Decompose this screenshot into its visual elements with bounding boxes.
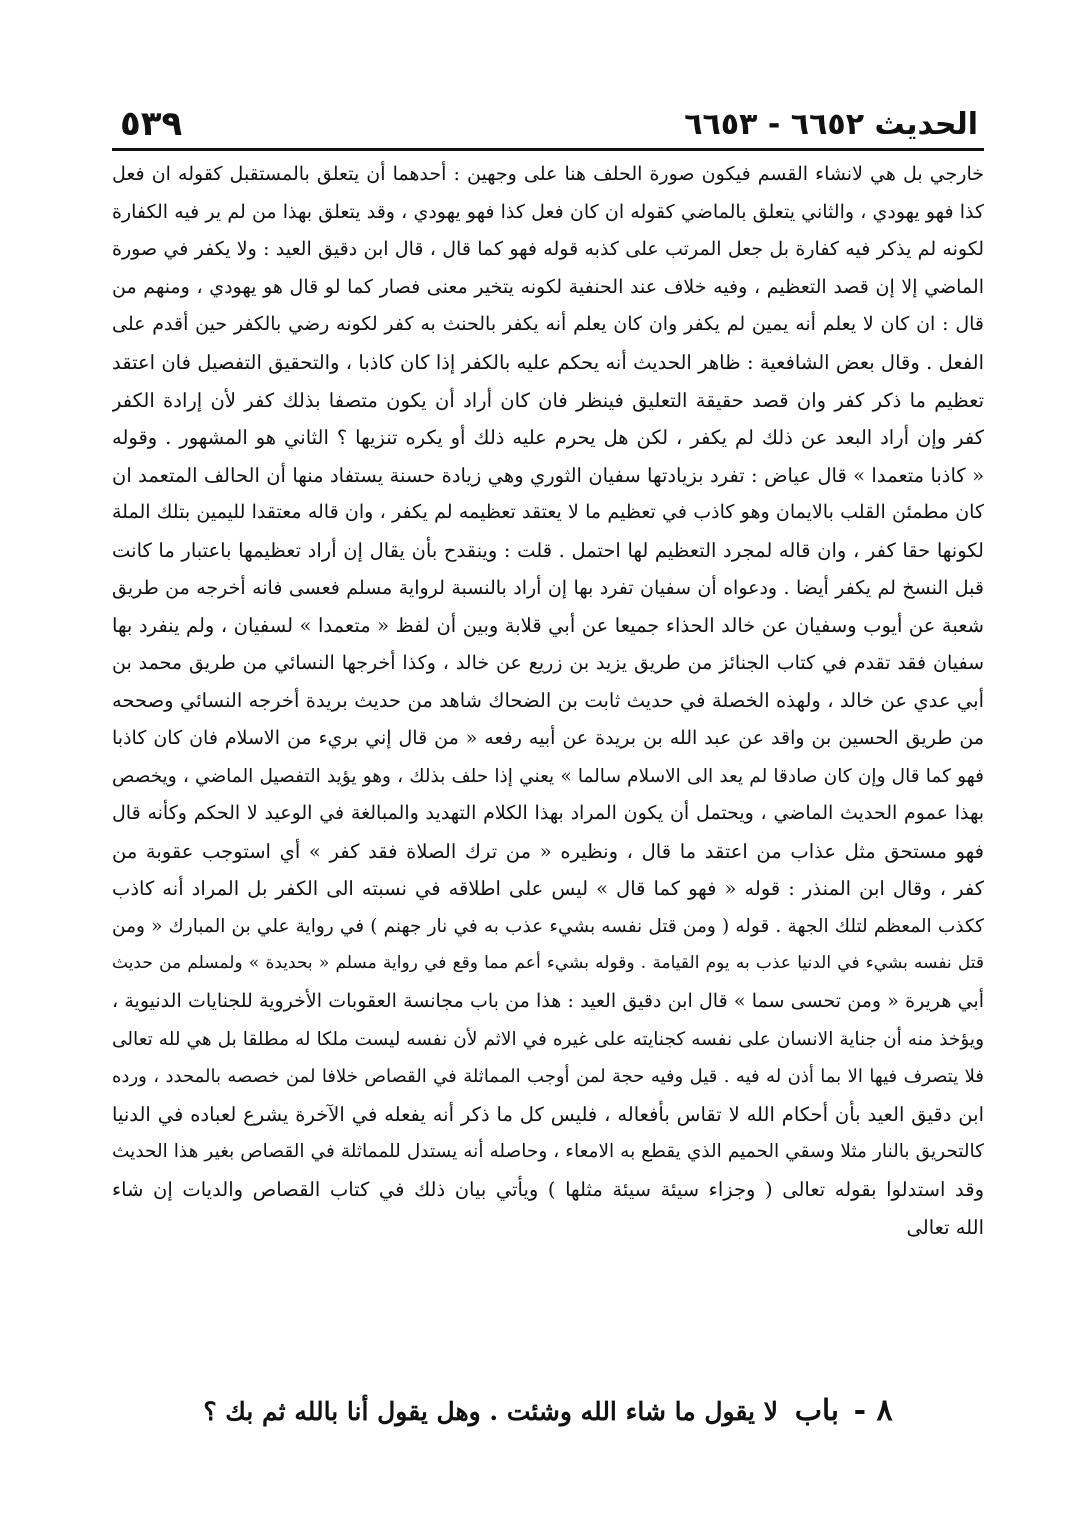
text-line: ويؤخذ منه أن جناية الانسان على نفسه كجنايته على غيره في الاثم لأن نفسه ليست ملكا له مطلقا بل هي لله تعالى bbox=[112, 1028, 984, 1050]
text-line: أبي هريرة « ومن تحسى سما » قال ابن دقيق العيد : هذا من باب مجانسة العقوبات الأخروية للجنايات الدنيوية ، bbox=[112, 990, 984, 1013]
text-line: كذا فهو يهودي ، والثاني يتعلق بالماضي كقوله ان كان فعل كذا فهو يهودي ، وقد يتعلق بهذا من لم ير فيه الكفارة bbox=[112, 200, 984, 223]
text-line: تعظيم ما ذكر كفر وان قصد حقيقة التعليق فينظر فان كان أراد أن يكون متصفا بذلك كفر لأن إرادة الكفر bbox=[112, 388, 984, 412]
page-header bbox=[120, 100, 978, 148]
page-number: ٥٣٩ bbox=[120, 104, 183, 144]
text-line: قتل نفسه بشيء في الدنيا عذب به يوم القيامة . وقوله بشيء أعم مما وقع في رواية مسلم « بحديدة » ولمسلم من حديث bbox=[112, 953, 984, 974]
chapter-title: لا يقول ما شاء الله وشئت . وهل يقول أنا بالله ثم بك ؟ bbox=[203, 1397, 778, 1426]
text-line: كان مطمئن القلب بالايمان وهو كاذب في تعظيم ما لا يعتقد تعظيمه لم يكفر ، وان قاله معتقدا لليمين بتلك الملة bbox=[112, 501, 984, 524]
chapter-number: ٨ - bbox=[853, 1393, 893, 1428]
text-line: شعبة عن أيوب وسفيان عن خالد الحذاء جميعا عن أبي قلابة وبين أن لفظ « متعمدا » لسفيان ، ولم ينفرد بها bbox=[112, 614, 984, 638]
chapter-bab-label: باب bbox=[794, 1393, 839, 1427]
text-line: الماضي إلا إن قصد التعظيم ، وفيه خلاف عند الحنفية لكونه يتخير معنى فصار كما لو قال هو يهودي ، ومنهم من bbox=[112, 275, 984, 298]
text-line: من طريق الحسين بن واقد عن عبد الله بن بريدة عن أبيه رفعه « من قال إني بريء من الاسلام فان كان كاذبا bbox=[112, 726, 984, 749]
text-line: ابن دقيق العيد بأن أحكام الله لا تقاس بأفعاله ، فليس كل ما ذكر أنه يفعله في الآخرة يشرع لعباده في الدنيا bbox=[112, 1102, 984, 1126]
text-line: قبل النسخ لم يكفر أيضا . ودعواه أن سفيان تفرد بها إن أراد بالنسبة لرواية مسلم فعسى فانه أخرجه من طريق bbox=[112, 576, 984, 599]
chapter-heading bbox=[112, 1393, 984, 1437]
text-line: قال : ان كان لا يعلم أنه يمين لم يكفر وان كان يعلم أنه يكفر بالحنث به كفر لكونه رضي بالكفر حين أقدم على bbox=[112, 313, 984, 336]
text-line: بهذا عموم الحديث الماضي ، ويحتمل أن يكون المراد بهذا الكلام التهديد والمبالغة في الوعيد لا الحكم وكأنه قال bbox=[112, 802, 984, 825]
text-line: فهو كما قال وإن كان صادقا لم يعد الى الاسلام سالما » يعني إذا حلف بذلك ، وهو يؤيد التفصيل الماضي ، ويخصص bbox=[112, 765, 984, 787]
text-line: كالتحريق بالنار مثلا وسقي الحميم الذي يقطع به الامعاء ، وحاصله أنه يستدل للمماثلة في القصاص بغير هذا الحديث bbox=[112, 1141, 984, 1163]
text-line: فلا يتصرف فيها الا بما أذن له فيه . قيل وفيه حجة لمن أوجب المماثلة في القصاص خلافا لمن خصصه بالمحدد ، ورده bbox=[112, 1066, 984, 1088]
text-line: وقد استدلوا بقوله تعالى ( وجزاء سيئة سيئة مثلها ) ويأتي بيان ذلك في كتاب القصاص والديات إن شاء bbox=[112, 1178, 984, 1202]
text-line: سفيان فقد تقدم في كتاب الجنائز من طريق يزيد بن زريع عن خالد ، وكذا أخرجها النسائي من طريق محمد بن bbox=[112, 651, 984, 674]
header-rule bbox=[112, 148, 984, 151]
text-line: الفعل . وقال بعض الشافعية : ظاهر الحديث أنه يحكم عليه بالكفر إذا كان كاذبا ، والتحقيق التفصيل فان اعتقد bbox=[112, 350, 984, 374]
running-head: الحديث ٦٦٥٢ - ٦٦٥٣ bbox=[684, 106, 978, 142]
text-line: أبي عدي عن خالد ، ولهذه الخصلة في حديث ثابت بن الضحاك شاهد من حديث بريدة أخرجه النسائي وصححه bbox=[112, 689, 984, 713]
text-line: كفر ، وقال ابن المنذر : قوله « فهو كما قال » ليس على اطلاقه في نسبته الى الكفر بل المراد أنه كاذب bbox=[112, 877, 984, 901]
text-line: فهو مستحق مثل عذاب من اعتقد ما قال ، ونظيره « من ترك الصلاة فقد كفر » أي استوجب عقوبة من bbox=[112, 839, 984, 863]
body-text bbox=[112, 156, 984, 1246]
text-line: لكونها حقا كفر ، وان قاله لمجرد التعظيم لها احتمل . قلت : وينقدح بأن يقال إن أراد تعظيمها باعتبار ما كانت bbox=[112, 538, 984, 562]
text-line: كفر وإن أراد البعد عن ذلك لم يكفر ، لكن هل يحرم عليه ذلك أو يكره تنزيها ؟ الثاني هو المشهور . وقوله bbox=[112, 426, 984, 450]
text-line: « كاذبا متعمدا » قال عياض : تفرد بزيادتها سفيان الثوري وهي زيادة حسنة يستفاد منها أن الحالف المتعمد ان bbox=[112, 463, 984, 487]
text-line: الله تعالى bbox=[906, 1215, 984, 1239]
text-line: ككذب المعظم لتلك الجهة . قوله ( ومن قتل نفسه بشيء عذب به في نار جهنم ) في رواية علي بن المبارك « ومن bbox=[112, 915, 984, 937]
text-line: خارجي بل هي لانشاء القسم فيكون صورة الحلف هنا على وجهين : أحدهما أن يتعلق بالمستقبل كقوله ان فعل bbox=[112, 163, 984, 185]
text-line: لكونه لم يذكر فيه كفارة بل جعل المرتب على كذبه قوله فهو كما قال ، قال ابن دقيق العيد : ولا يكفر في صورة bbox=[112, 238, 984, 261]
